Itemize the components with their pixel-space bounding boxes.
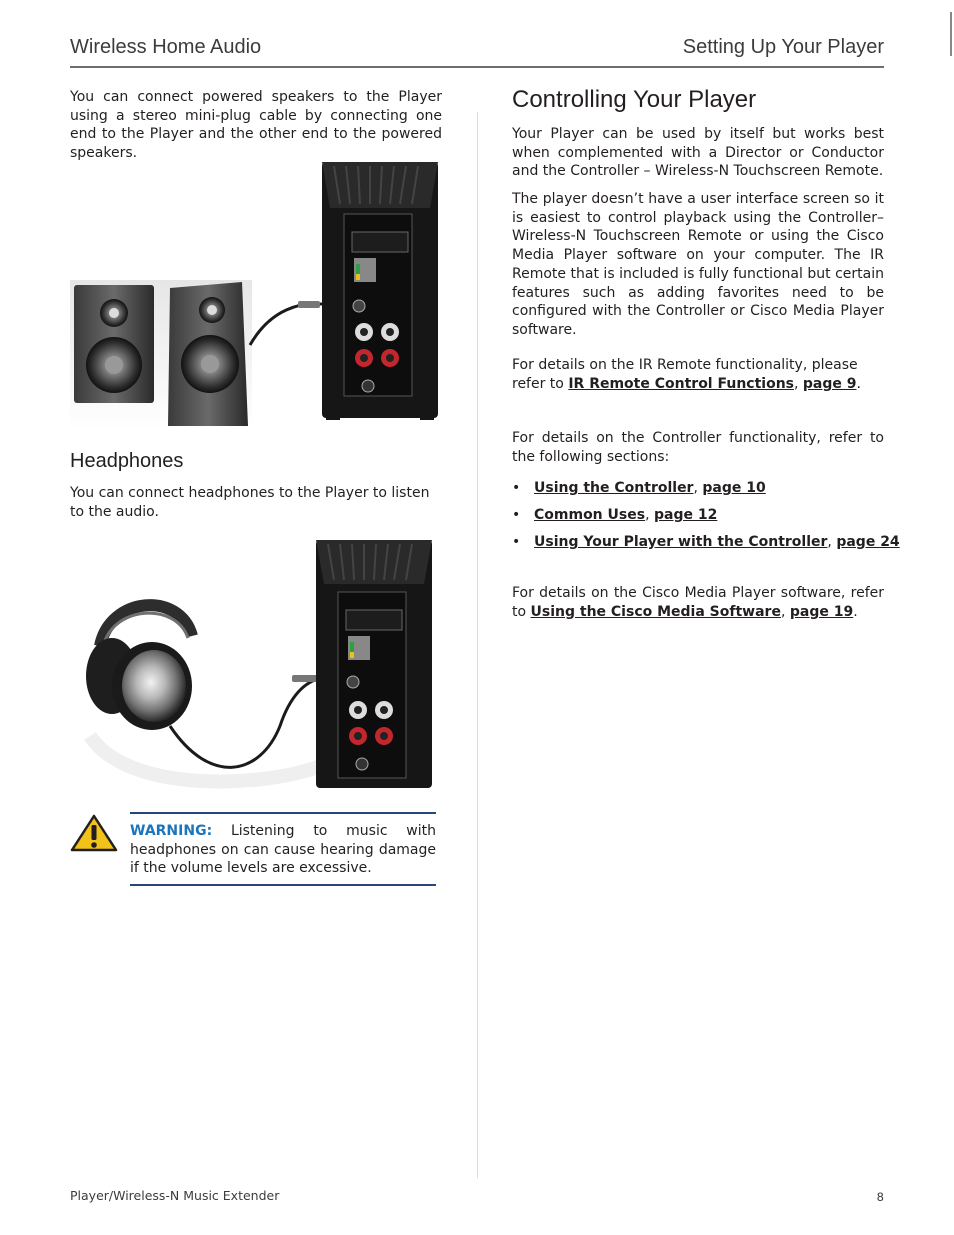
header-left-title: Wireless Home Audio [70,36,262,58]
ir-sep: , [794,375,803,392]
warning-icon [70,814,118,852]
warning-top-rule [130,812,436,814]
footer-page-number: 8 [876,1190,884,1204]
ir-remote-paragraph [512,356,884,393]
bullet-glyph: • [512,534,521,550]
ir-remote-link[interactable]: IR Remote Control Functions [568,375,794,392]
cisco-media-software-page-link[interactable]: page 19 [789,603,854,620]
player-with-controller-link[interactable]: Using Your Player with the Controller [534,534,828,550]
list-item: • Using the Controller, page 10 [512,480,766,496]
player-back-panel-2 [316,540,432,788]
bullet-glyph: • [512,480,521,496]
column-divider [477,112,478,1178]
cmp-prefix: For details on the Cisco Media Player software, refer to [512,585,884,620]
speaker-left [74,285,154,403]
header-rule [70,66,884,68]
page-edge-mark [950,12,952,56]
warning-label: WARNING: [130,823,213,839]
ir-end: . [856,375,861,392]
ir-prefix: For details on the IR Remote functionality, please refer to [512,357,858,392]
controlling-p1: Your Player can be used by itself but works best when complemented with a Director or Conductor and the Controller – Wireless-N Touchscreen Remote. [512,126,884,180]
headphones-text: You can connect headphones to the Player to listen to the audio. [70,485,430,520]
cisco-media-software-link[interactable]: Using the Cisco Media Software [530,603,781,620]
warning-bottom-rule [130,884,436,886]
using-controller-link[interactable]: Using the Controller [534,480,694,496]
warning-text: Listening to music with headphones on can cause hearing damage if the volume levels are excessive. [130,823,436,877]
controller-intro: For details on the Controller functionality, refer to the following sections: [512,430,884,465]
list-item: • Using Your Player with the Controller, page 24 [512,534,900,550]
headphones-illustration [70,536,442,806]
ir-remote-page-link[interactable]: page 9 [802,375,857,392]
cmp-sep: , [780,603,790,620]
speakers-intro: You can connect powered speakers to the Player using a stereo mini-plug cable by connecting one end to the Player and the other end to the powered speakers. [70,89,442,162]
bullet-glyph: • [512,507,521,523]
speakers-illustration [70,160,442,430]
common-uses-page-link[interactable]: page 12 [653,507,718,523]
headphone-cup-right [122,650,186,722]
header-right-title: Setting Up Your Player [682,36,884,58]
cisco-media-paragraph [512,584,884,621]
player-with-controller-page-link[interactable]: page 24 [836,534,900,550]
list-item: • Common Uses, page 12 [512,507,718,523]
common-uses-link[interactable]: Common Uses [534,507,646,523]
controlling-heading: Controlling Your Player [512,86,757,113]
warning-text-block [130,822,436,878]
speaker-right [168,282,248,426]
headphones-heading: Headphones [70,450,184,472]
player-back-panel [322,162,438,420]
using-controller-page-link[interactable]: page 10 [702,480,766,496]
controlling-p2: The player doesn’t have a user interface screen so it is easiest to control playback using the Controller– Wireless-N Touchscreen Remote or using the Cisco Media Player software on your computer. The IR Remote that is included is fully functional but certain features such as adding favorites need to be configured with the Controller or Cisco Media Player software. [512,191,884,338]
footer-product: Player/Wireless-N Music Extender [70,1188,280,1203]
cmp-end: . [853,603,858,620]
